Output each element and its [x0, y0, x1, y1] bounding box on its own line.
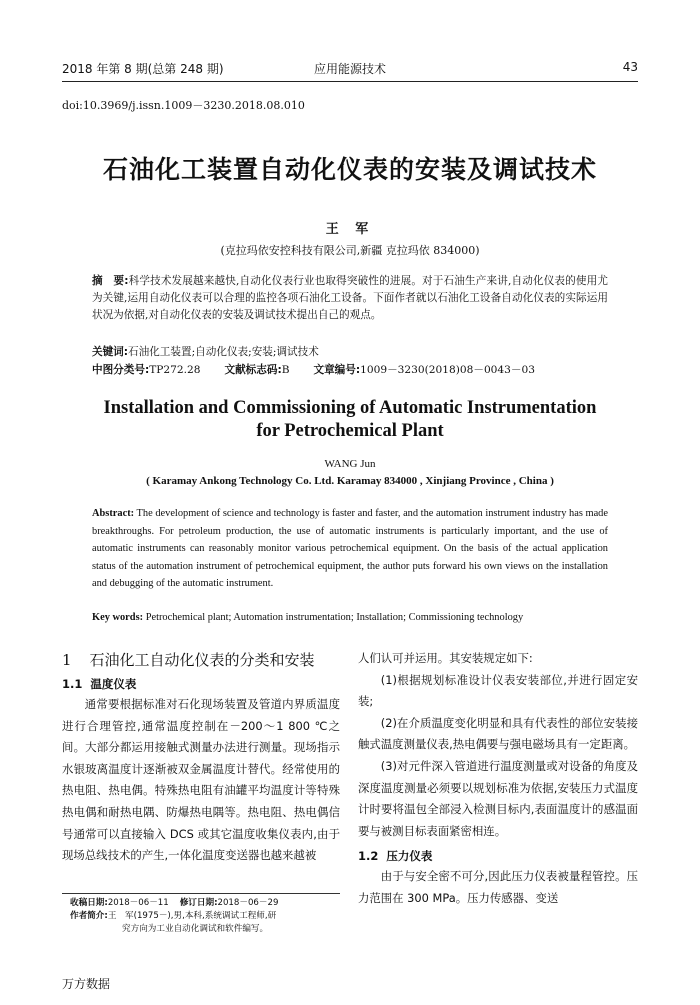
abstract-en-label: Abstract: — [92, 508, 135, 519]
keywords-cn-label: 关键词: — [92, 346, 129, 358]
doc-code-label: 文献标志码: — [224, 364, 282, 376]
section-1-2-heading — [358, 846, 638, 866]
affiliation-en: ( Karamay Ankong Technology Co. Ltd. Karamay 834000 , Xinjiang Province , China ) — [146, 475, 554, 487]
running-header — [62, 60, 638, 80]
issue-info: 2018 年第 8 期(总第 248 期) — [62, 62, 224, 76]
received-label: 收稿日期: — [70, 898, 108, 908]
section-1-title: 石油化工自动化仪表的分类和安装 — [89, 651, 315, 669]
body-column-left — [62, 648, 340, 867]
paper-title-en — [0, 397, 700, 443]
paper-title-en-line2: for Petrochemical Plant — [256, 421, 444, 441]
clc-value: TP272.28 — [149, 364, 201, 376]
bio-label: 作者简介: — [70, 911, 108, 921]
paper-title-cn: 石油化工装置自动化仪表的安装及调试技术 — [102, 155, 597, 184]
body-paragraph: 通常要根据标准对石化现场装置及管道内界质温度进行合理管控,通常温度控制在－200～1 800 ℃之间。大部分都运用接触式测量办法进行测量。现场指示水银玻离温度计逐渐被双金属温度计替代。经常使用的热电阻、热电偶。特殊热电阻有油罐平均温度计等特殊热电偶和耐热电隅、防爆热电隅等。热电阻、热电偶信号通常可以直接输入 DCS 或其它温度收集仪表内,由于现场总线技术的产生,一体化温度变送器也越来越被 — [62, 697, 340, 863]
section-1-number: 1 — [62, 651, 72, 669]
header-rule — [62, 81, 638, 82]
author-cn: 王 军 — [325, 222, 375, 237]
body-column-right — [358, 648, 638, 910]
section-1-1-number: 1.1 — [62, 677, 83, 691]
keywords-cn — [92, 344, 608, 361]
abstract-cn-text: 科学技术发展越来越快,自动化仪表行业也取得突破性的进展。对于石油生产来讲,自动化仪表的使用尤为关键,运用自动化仪表可以合理的监控各项石油化工设备。下面作者就以石油化工设备自动化仪表的实际运用状况为依据,对自动化仪表的安装及调试技术提出自己的观点。 — [92, 275, 608, 321]
section-1-2-number: 1.2 — [358, 849, 379, 864]
section-1-1-heading — [62, 674, 340, 694]
page-number: 43 — [622, 60, 638, 74]
section-1-heading — [62, 648, 340, 672]
keywords-en-text: Petrochemical plant; Automation instrumentation; Installation; Commissioning technology — [143, 612, 524, 623]
article-no-value: 1009－3230(2018)08－0043－03 — [360, 364, 535, 376]
footnote — [70, 897, 338, 936]
revised-label: 修订日期: — [179, 898, 218, 908]
footnote-rule — [62, 893, 340, 894]
revised-date: 2018－06－29 — [217, 898, 279, 908]
doc-code-value: B — [281, 364, 290, 376]
body-paragraph: 由于与安全密不可分,因此压力仪表被量程管控。压力范围在 300 MPa。压力传感器、变送 — [358, 869, 638, 905]
list-item: (3)对元件深入管道进行温度测量或对设备的角度及深度温度测量必须要以规划标准为依据,安装压力式温度计时要将温包全部浸入检测目标内,表面温度计的感温面要与被测目标表面紧密相连。 — [358, 758, 638, 838]
journal-name: 应用能源技术 — [313, 62, 386, 76]
affiliation-cn: (克拉玛依安控科技有限公司,新疆 克拉玛依 834000) — [220, 244, 480, 257]
author-en: WANG Jun — [324, 458, 376, 470]
classification-line — [92, 362, 608, 379]
abstract-cn — [92, 273, 608, 324]
abstract-en — [92, 505, 608, 593]
abstract-cn-label: 摘 要: — [92, 275, 129, 287]
keywords-en-label: Key words: — [92, 612, 144, 623]
watermark: 万方数据 — [62, 977, 111, 991]
bio-line-1: 王 军(1975－),男,本科,系统调试工程师,研 — [107, 911, 277, 921]
keywords-cn-text: 石油化工装置;自动化仪表;安装;调试技术 — [128, 346, 319, 358]
body-paragraph: 人们认可并运用。其安装规定如下: — [358, 651, 533, 665]
article-no-label: 文章编号: — [313, 364, 361, 376]
list-item: (1)根据规划标准设计仪表安装部位,并进行固定安装; — [358, 672, 638, 709]
bio-line-2: 究方向为工业自动化调试和软件编写。 — [122, 924, 269, 934]
keywords-en — [92, 612, 608, 623]
received-date: 2018－06－11 — [107, 898, 169, 908]
abstract-en-text: The development of science and technology is faster and faster, and the automation instrument industry has made breakthroughs. For petroleum production, the use of automatic instruments is particularly important, and the use of automatic instruments can reasonably monitor various petrochemical equipment. On the basis of the actual application status of the automation instrument of petrochemical equipment, the author puts forward his own views on the installation and debugging of the automatic instrument. — [92, 508, 608, 589]
doi: doi:10.3969/j.issn.1009－3230.2018.08.010 — [62, 99, 305, 112]
list-item: (2)在介质温度变化明显和具有代表性的部位安装接触式温度测量仪表,热电偶要与强电磁场具有一定距离。 — [358, 715, 638, 752]
section-1-2-title: 压力仪表 — [386, 849, 433, 864]
paper-title-en-line1: Installation and Commissioning of Automatic Instrumentation — [103, 398, 597, 418]
section-1-1-title: 温度仪表 — [90, 677, 137, 691]
clc-label: 中图分类号: — [92, 364, 150, 376]
